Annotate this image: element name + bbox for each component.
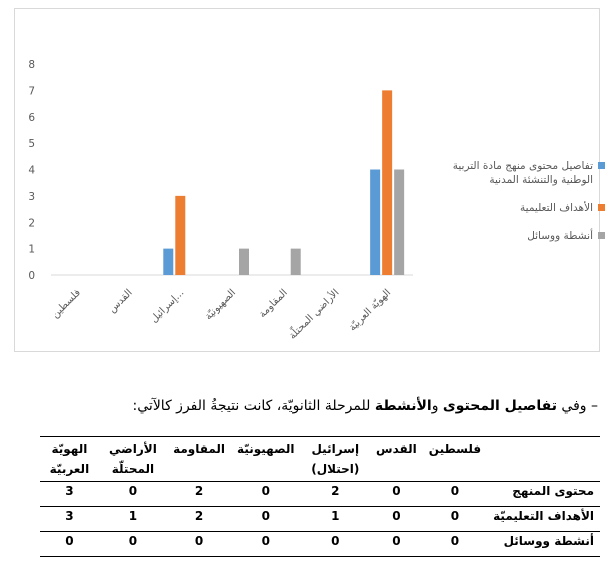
bar bbox=[239, 249, 249, 275]
bar bbox=[394, 170, 404, 276]
table-row-label: محتوى المنهج bbox=[487, 482, 600, 507]
y-tick-label: 7 bbox=[28, 85, 35, 98]
table-cell: 1 bbox=[99, 507, 167, 532]
results-table bbox=[40, 436, 600, 557]
table-row-label: الأهداف التعليميّة bbox=[487, 507, 600, 532]
bar bbox=[382, 90, 392, 275]
x-tick-label: الهويّة العربيّة bbox=[347, 287, 394, 334]
table-cell: 0 bbox=[99, 532, 167, 557]
table-cell: 0 bbox=[99, 482, 167, 507]
y-tick-label: 5 bbox=[28, 138, 35, 151]
legend-item-activities bbox=[425, 229, 605, 243]
table-cell: 0 bbox=[370, 507, 423, 532]
caption-before: وفي bbox=[556, 398, 587, 414]
chart-area bbox=[14, 8, 600, 352]
table-header: المقاومة bbox=[173, 442, 226, 456]
x-tick-label: المقاومة bbox=[257, 287, 290, 321]
table-row-label: أنشطة ووسائل bbox=[487, 532, 600, 557]
table-header: إسرائيل (احتلال) bbox=[311, 442, 360, 476]
y-tick-label: 6 bbox=[28, 111, 35, 124]
table-cell: 2 bbox=[301, 482, 371, 507]
caption-bold-content: تفاصيل المحتوى bbox=[442, 398, 557, 414]
y-tick-label: 8 bbox=[28, 59, 35, 71]
table-cell: 3 bbox=[40, 507, 99, 532]
table-row bbox=[40, 482, 600, 507]
table-cell: 0 bbox=[231, 532, 300, 557]
legend-label-content: تفاصيل محتوى منهج مادة التربية الوطنية والتنشئة المدنية bbox=[452, 160, 593, 186]
y-tick-label: 3 bbox=[28, 190, 35, 203]
table-cell: 0 bbox=[231, 507, 300, 532]
legend-label-goals: الأهداف التعليمية bbox=[520, 202, 593, 214]
table-row bbox=[40, 507, 600, 532]
table-cell: 3 bbox=[40, 482, 99, 507]
y-tick-label: 2 bbox=[28, 217, 35, 230]
table-cell: 0 bbox=[423, 507, 487, 532]
legend-item-content bbox=[425, 159, 605, 187]
table-cell: 0 bbox=[301, 532, 371, 557]
table-cell: 0 bbox=[423, 532, 487, 557]
table-cell: 0 bbox=[40, 532, 99, 557]
caption-dash: – bbox=[586, 398, 598, 414]
caption-after: للمرحلة الثانويّة، كانت نتيجةُ الفرز كالآتي: bbox=[132, 398, 375, 414]
table-cell: 2 bbox=[167, 482, 231, 507]
table-corner-cell bbox=[487, 437, 600, 482]
legend-swatch-goals bbox=[598, 204, 605, 211]
chart-legend bbox=[425, 159, 605, 257]
x-tick-label: الأراضي المحتلّة bbox=[287, 287, 342, 342]
table-cell: 0 bbox=[423, 482, 487, 507]
table-header: القدس bbox=[376, 442, 417, 456]
table-header: الهويّة العربيّة bbox=[49, 442, 90, 476]
legend-swatch-content bbox=[598, 162, 605, 169]
table-header-row bbox=[40, 437, 600, 482]
table-header: الصهيونيّة bbox=[237, 442, 295, 456]
y-tick-label: 0 bbox=[28, 270, 35, 282]
y-tick-label: 4 bbox=[28, 164, 35, 177]
bar bbox=[175, 196, 185, 275]
table-row bbox=[40, 532, 600, 557]
table-header: فلسطين bbox=[428, 442, 482, 456]
x-tick-label: إسرائيل... bbox=[148, 287, 187, 326]
caption bbox=[0, 398, 598, 414]
table-cell: 0 bbox=[370, 532, 423, 557]
caption-mid: و bbox=[431, 398, 443, 414]
caption-bold-activities: الأنشطة bbox=[374, 398, 432, 414]
table-cell: 0 bbox=[167, 532, 231, 557]
x-tick-label: الصهيونيّة bbox=[203, 287, 239, 323]
bar bbox=[291, 249, 301, 275]
legend-item-goals bbox=[425, 201, 605, 215]
legend-swatch-activities bbox=[598, 232, 605, 239]
table-cell: 0 bbox=[231, 482, 300, 507]
x-tick-label: القدس bbox=[106, 287, 135, 316]
table-header: الأراضي المحتلّة bbox=[109, 442, 157, 476]
table-cell: 0 bbox=[370, 482, 423, 507]
legend-label-activities: أنشطة ووسائل bbox=[527, 230, 593, 242]
bar bbox=[163, 249, 173, 275]
table-cell: 1 bbox=[301, 507, 371, 532]
table-cell: 2 bbox=[167, 507, 231, 532]
y-tick-label: 1 bbox=[28, 243, 35, 256]
x-tick-label: فلسطين bbox=[49, 287, 83, 321]
bar bbox=[370, 170, 380, 276]
